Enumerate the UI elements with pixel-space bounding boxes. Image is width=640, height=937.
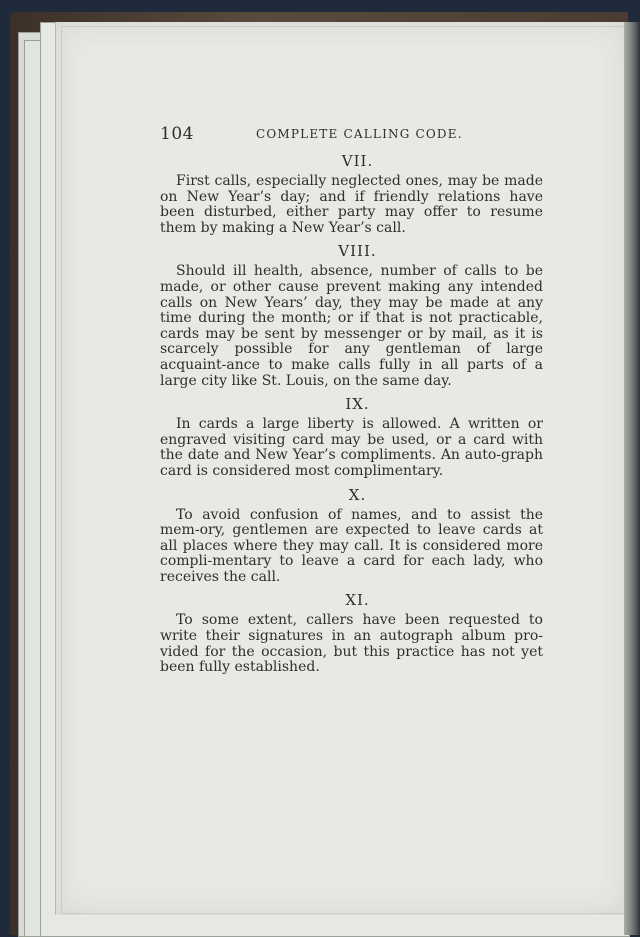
section-numeral: IX. — [345, 395, 370, 414]
running-head — [160, 120, 543, 146]
page-content — [160, 120, 543, 676]
section-paragraph: First calls, especially neglected ones, may be made on New Year’s day; and if friendly relations have been disturbed, either party may offer to resume them by making a New Year’s call. — [160, 173, 543, 236]
section-paragraph: To some extent, callers have been requested to write their signatures in an autograph album pro-vided for the occasion, but this practice has not yet been fully established. — [160, 612, 543, 676]
section — [160, 591, 543, 675]
section — [160, 395, 543, 479]
book-binding — [624, 22, 640, 935]
section-numeral: VIII. — [338, 242, 377, 261]
section-numeral: VII. — [341, 152, 374, 170]
section-paragraph: In cards a large liberty is allowed. A written or engraved visiting card may be used, or a card with the date and New Year’s compliments. An auto-graph card is considered most complimentary. — [160, 416, 543, 479]
section — [160, 152, 543, 236]
section — [160, 242, 543, 389]
section-numeral: X. — [348, 485, 367, 504]
section-paragraph: To avoid confusion of names, and to assist the mem-ory, gentlemen are expected to leave cards at all places where they may call. It is considered more compli-mentary to leave a card for each lady, who receives the call. — [160, 506, 543, 585]
section-paragraph: Should ill health, absence, number of calls to be made, or other cause prevent making any intended calls on New Years’ day, they may be made at any time during the month; or if that is not practicable, cards may be sent by messenger or by mail, as it is scarcely possible for any gentleman of large acquaint-ance to make calls fully in all parts of a large city like St. Louis, on the same day. — [160, 263, 543, 389]
section-numeral: XI. — [345, 591, 370, 610]
page-number: 104 — [160, 124, 194, 144]
running-title: COMPLETE CALLING CODE. — [256, 127, 463, 141]
section — [160, 486, 543, 586]
